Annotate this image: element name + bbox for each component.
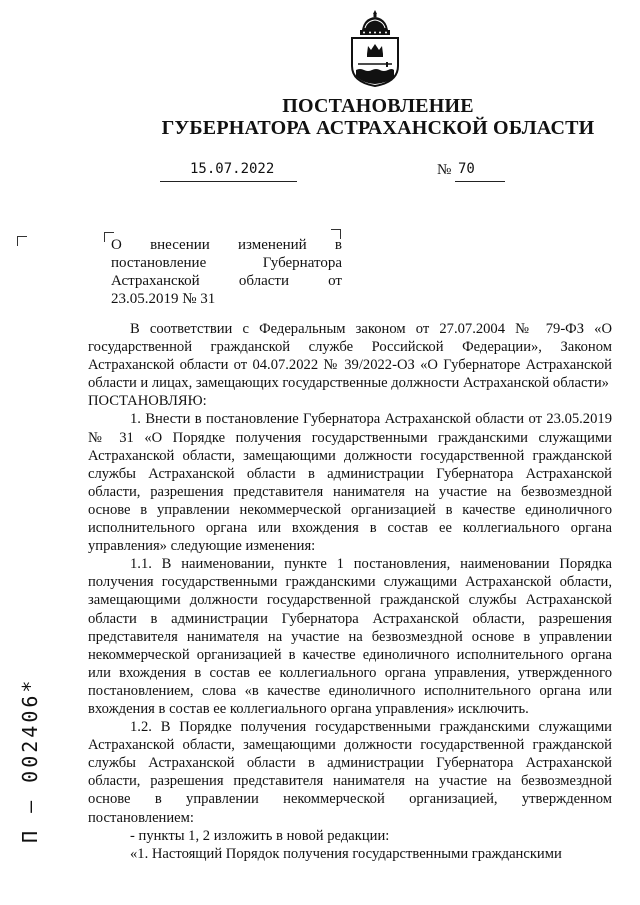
preamble-paragraph: В соответствии с Федеральным законом от 27.07.2004 № 79-ФЗ «О государственной гражданской службе Российской Федерации», Законом Астраханской области от 04.07.2022 № 39/2022-ОЗ «О Губернаторе Астраханской области и лицах, замещающих государственные должности Астраханской области» (88, 321, 612, 392)
astrakhan-coat-of-arms-emblem (346, 8, 404, 88)
document-date: 15.07.2022 (190, 161, 275, 177)
document-number-label: № (437, 162, 452, 178)
number-underline (455, 181, 505, 182)
date-underline (160, 181, 297, 182)
document-title-line-2: ГУБЕРНАТОРА АСТРАХАНСКОЙ ОБЛАСТИ (161, 117, 595, 139)
document-body (88, 320, 612, 863)
clause-1-1-paragraph: 1.1. В наименовании, пункте 1 постановления, наименовании Порядка получения государственными гражданскими служащими Астраханской области, замещающими должности государственной гражданской службы Астраханской области в администрации Губернатора Астраханской области, разрешения представителя нанимателя на участие на безвозмездной основе в управлении некоммерческой организацией в качестве единоличного исполнительного органа или вхождения в состав ее коллегиального органа управления, утвержденного постановлением, слова «в качестве единоличного исполнительного органа или вхождения в состав ее коллегиального органа управления» исключить. (88, 556, 612, 717)
clause-1-2-item-paragraph: - пункты 1, 2 изложить в новой редакции: (130, 827, 390, 844)
clause-1-paragraph: 1. Внести в постановление Губернатора Астраханской области от 23.05.2019 № 31 «О Порядке получения государственными гражданскими служащими Астраханской области, замещающими должности государственной гражданской службы Астраханской области в администрации Губернатора Астраханской области, разрешения представителя нанимателя на участие на безвозмездной основе в управлении некоммерческой организацией в качестве единоличного исполнительного органа или вхождения в состав ее коллегиального органа управления» следующие изменения: (88, 411, 612, 555)
resolution-keyword: ПОСТАНОВЛЯЮ: (88, 393, 207, 410)
document-subject: О внесении изменений в постановление Губернатора Астраханской области от 23.05.2019 № 31 (111, 237, 342, 307)
clause-1-2-paragraph: 1.2. В Порядке получения государственными гражданскими служащими Астраханской области, замещающими должности государственной гражданской службы Астраханской области в администрации Губернатора Астраханской области, разрешения представителя нанимателя на участие на безвозмездной основе в управлении некоммерческой организацией, утвержденном постановлением: (88, 719, 612, 826)
clause-new-text-paragraph: «1. Настоящий Порядок получения государственными гражданскими (130, 845, 562, 862)
form-serial-stamp: П – 002406* (18, 677, 42, 843)
registration-corner-mark (17, 236, 27, 246)
document-number: 70 (458, 161, 475, 177)
document-title-line-1: ПОСТАНОВЛЕНИЕ (282, 95, 474, 117)
